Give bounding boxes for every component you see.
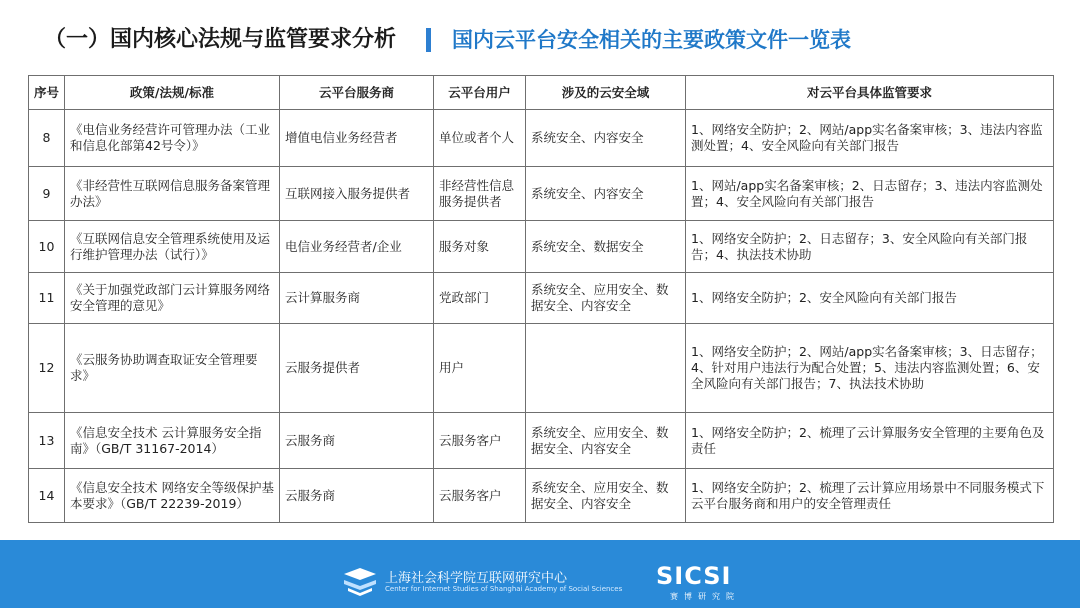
- row-domain: 系统安全、内容安全: [526, 110, 686, 167]
- row-requirement: 1、网络安全防护；2、梳理了云计算服务安全管理的主要角色及责任: [686, 413, 1054, 469]
- row-user: 非经营性信息服务提供者: [434, 167, 526, 221]
- row-requirement: 1、网络安全防护；2、日志留存；3、安全风险向有关部门报告；4、执法技术协助: [686, 221, 1054, 273]
- row-provider: 云服务商: [280, 469, 434, 523]
- row-no: 14: [29, 469, 65, 523]
- col-header-requirement: 对云平台具体监管要求: [686, 76, 1054, 110]
- row-provider: 云计算服务商: [280, 273, 434, 324]
- row-provider: 互联网接入服务提供者: [280, 167, 434, 221]
- col-header-provider: 云平台服务商: [280, 76, 434, 110]
- row-policy: 《云服务协助调查取证安全管理要求》: [65, 324, 280, 413]
- row-provider: 增值电信业务经营者: [280, 110, 434, 167]
- row-requirement: 1、网站/app实名备案审核；2、日志留存；3、违法内容监测处置；4、安全风险向有关部门报告: [686, 167, 1054, 221]
- row-no: 11: [29, 273, 65, 324]
- row-domain: [526, 324, 686, 413]
- policy-table: [28, 75, 1054, 523]
- sicsi-logo: SICSI: [656, 562, 732, 590]
- table-row: [29, 469, 1054, 523]
- row-requirement: 1、网络安全防护；2、网站/app实名备案审核；3、日志留存；4、针对用户违法行为配合处置；5、违法内容监测处置；6、安全风险向有关部门报告；7、执法技术协助: [686, 324, 1054, 413]
- row-no: 12: [29, 324, 65, 413]
- col-header-user: 云平台用户: [434, 76, 526, 110]
- org-name: 上海社会科学院互联网研究中心: [385, 571, 568, 586]
- row-no: 9: [29, 167, 65, 221]
- col-header-domain: 涉及的云安全域: [526, 76, 686, 110]
- title-divider: [426, 28, 431, 52]
- table-row: [29, 167, 1054, 221]
- sicsi-logo-subtitle: 赛博研究院: [670, 592, 740, 601]
- row-no: 13: [29, 413, 65, 469]
- row-policy: 《非经营性互联网信息服务备案管理办法》: [65, 167, 280, 221]
- row-policy: 《信息安全技术 网络安全等级保护基本要求》（GB/T 22239-2019）: [65, 469, 280, 523]
- row-user: 云服务客户: [434, 413, 526, 469]
- row-no: 8: [29, 110, 65, 167]
- row-policy: 《电信业务经营许可管理办法（工业和信息化部第42号令）》: [65, 110, 280, 167]
- row-policy: 《信息安全技术 云计算服务安全指南》（GB/T 31167-2014）: [65, 413, 280, 469]
- table-row: [29, 110, 1054, 167]
- table-row: [29, 273, 1054, 324]
- row-user: 用户: [434, 324, 526, 413]
- table-row: [29, 324, 1054, 413]
- row-domain: 系统安全、数据安全: [526, 221, 686, 273]
- row-no: 10: [29, 221, 65, 273]
- col-header-no: 序号: [29, 76, 65, 110]
- row-user: 云服务客户: [434, 469, 526, 523]
- row-provider: 云服务商: [280, 413, 434, 469]
- table-row: [29, 221, 1054, 273]
- section-title: （一）国内核心法规与监管要求分析: [44, 27, 397, 52]
- row-policy: 《关于加强党政部门云计算服务网络安全管理的意见》: [65, 273, 280, 324]
- row-domain: 系统安全、应用安全、数据安全、内容安全: [526, 413, 686, 469]
- row-policy: 《互联网信息安全管理系统使用及运行维护管理办法（试行）》: [65, 221, 280, 273]
- table-row: [29, 413, 1054, 469]
- col-header-policy: 政策/法规/标准: [65, 76, 280, 110]
- center-logo-icon: [342, 566, 378, 600]
- org-name-en: Center for Internet Studies of Shanghai Academy of Social Sciences: [385, 585, 623, 593]
- page-header: [0, 0, 1080, 78]
- row-user: 服务对象: [434, 221, 526, 273]
- row-requirement: 1、网络安全防护；2、安全风险向有关部门报告: [686, 273, 1054, 324]
- row-provider: 电信业务经营者/企业: [280, 221, 434, 273]
- row-user: 党政部门: [434, 273, 526, 324]
- table-header-row: [29, 76, 1054, 110]
- table-title: 国内云平台安全相关的主要政策文件一览表: [452, 28, 851, 52]
- row-user: 单位或者个人: [434, 110, 526, 167]
- row-domain: 系统安全、应用安全、数据安全、内容安全: [526, 469, 686, 523]
- row-domain: 系统安全、内容安全: [526, 167, 686, 221]
- row-requirement: 1、网络安全防护；2、网站/app实名备案审核；3、违法内容监测处置；4、安全风险向有关部门报告: [686, 110, 1054, 167]
- row-domain: 系统安全、应用安全、数据安全、内容安全: [526, 273, 686, 324]
- row-provider: 云服务提供者: [280, 324, 434, 413]
- row-requirement: 1、网络安全防护；2、梳理了云计算应用场景中不同服务模式下云平台服务商和用户的安全管理责任: [686, 469, 1054, 523]
